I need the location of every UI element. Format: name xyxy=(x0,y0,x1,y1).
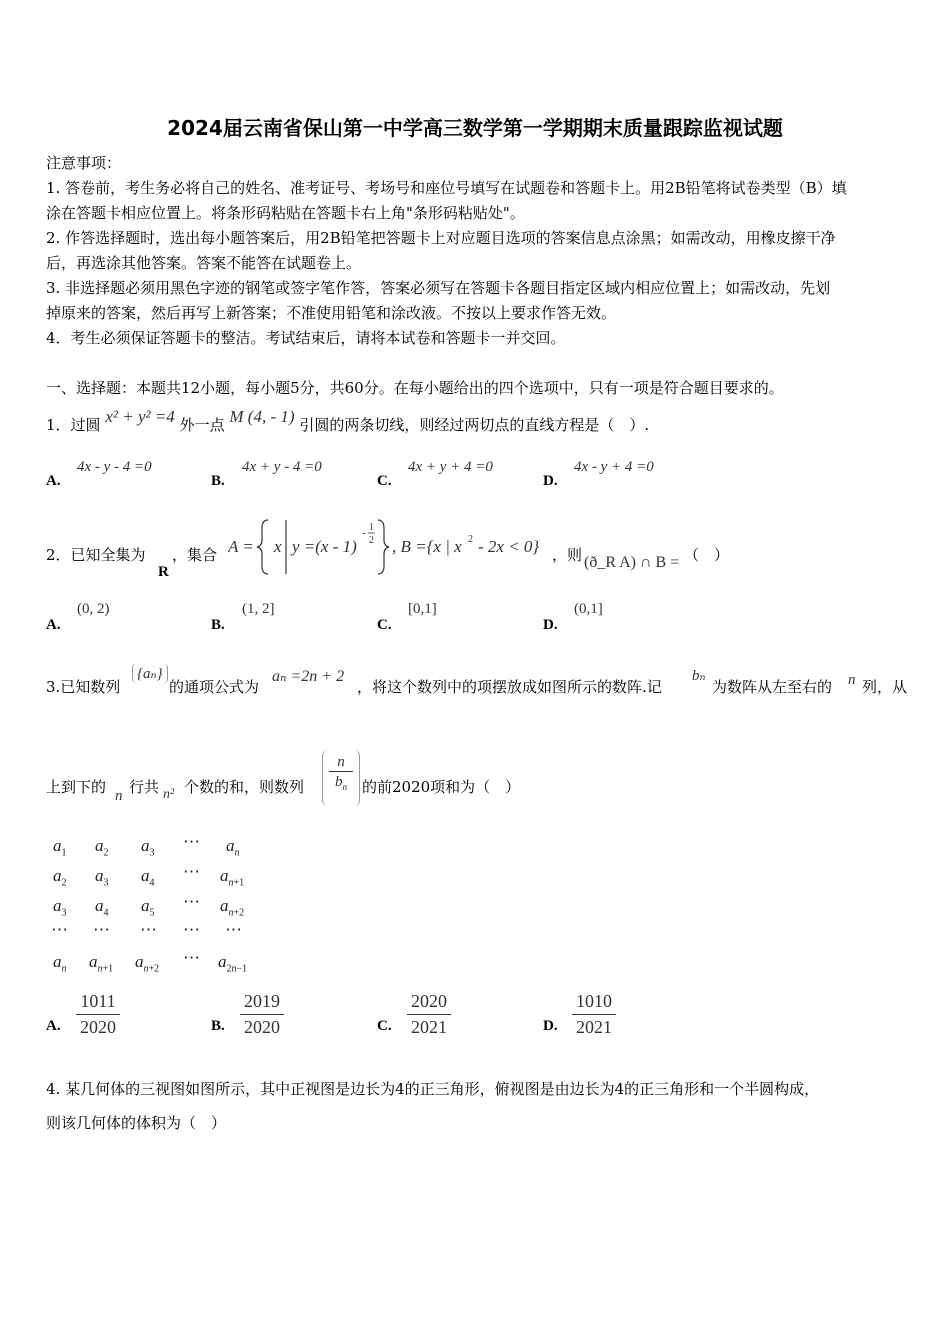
notice-line: 3. 非选择题必须用黑色字迹的钢笔或签字笔作答，答案必须写在答题卡各题目指定区域内相应位置上；如需改动，先划 xyxy=(46,279,831,297)
option-a[interactable]: 4x - y - 4 =0 xyxy=(77,459,152,475)
section-heading: 一、选择题：本题共12小题，每小题5分，共60分。在每小题给出的四个选项中，只有一项是符合题目要求的。 xyxy=(46,379,784,397)
svg-text:-: - xyxy=(362,527,366,539)
option-label: A. xyxy=(46,617,61,633)
option-b[interactable]: (1, 2] xyxy=(242,601,275,617)
question-1 xyxy=(46,406,650,434)
svg-text:, B ={x | x: , B ={x | x xyxy=(392,537,462,556)
q3-text: 行共 xyxy=(129,778,160,796)
notice-line: 涂在答题卡相应位置上。将条形码粘贴在答题卡右上角"条形码粘贴处"。 xyxy=(46,204,525,222)
svg-text:y =(x - 1): y =(x - 1) xyxy=(292,537,357,556)
option-a[interactable]: $\frac{1011}{2020}$ xyxy=(76,991,120,1038)
q2-text: 2．已知全集为 xyxy=(46,546,146,564)
option-c[interactable]: $\frac{2020}{2021}$ xyxy=(407,991,451,1038)
notice-line: 后，再选涂其他答案。答案不能答在试题卷上。 xyxy=(46,254,362,272)
q3-text: 个数的和，则数列 xyxy=(184,778,305,796)
option-label: C. xyxy=(377,473,392,489)
q3-bn: bₙ xyxy=(692,668,706,684)
svg-text:x: x xyxy=(274,537,282,556)
q2-universal-set: R xyxy=(158,564,169,580)
q2-sets xyxy=(228,516,550,578)
svg-text:2: 2 xyxy=(369,535,374,546)
q1-text: 1．过圆 xyxy=(46,416,101,434)
q2-text: ，集合 xyxy=(172,546,218,564)
q3-text: 3.已知数列 xyxy=(46,678,121,696)
question-4: 则该几何体的体积为（ ） xyxy=(46,1114,227,1132)
notice-line: 掉原来的答案，然后再写上新答案；不准使用铅笔和涂改液。不按以上要求作答无效。 xyxy=(46,304,617,322)
q1-point: M (4, - 1) xyxy=(229,407,295,426)
q3-sequence: {aₙ} xyxy=(132,664,168,683)
q3-general-term: aₙ =2n + 2 xyxy=(272,668,345,685)
q1-text: 引圆的两条切线，则经过两切点的直线方程是（ ）. xyxy=(299,416,650,434)
svg-text:2: 2 xyxy=(468,534,473,545)
q2-text: ，则 xyxy=(552,546,583,564)
option-label: D. xyxy=(543,473,558,489)
q3-n-squared: n² xyxy=(163,787,175,802)
q3-ratio-sequence: n $b_n$ xyxy=(322,750,360,806)
q2-text: （ ） xyxy=(684,546,730,564)
option-label: D. xyxy=(543,1018,558,1034)
option-b[interactable]: 4x + y - 4 =0 xyxy=(242,459,322,475)
question-4: 4. 某几何体的三视图如图所示，其中正视图是边长为4的正三角形，俯视图是由边长为4的正三角形和一个半圆构成， xyxy=(46,1080,820,1098)
option-c[interactable]: [0,1] xyxy=(408,601,437,617)
notice-heading: 注意事项： xyxy=(46,154,122,172)
notice-line: 1. 答卷前，考生务必将自己的姓名、准考证号、考场号和座位号填写在试题卷和答题卡上。用2B铅笔将试卷类型（B）填 xyxy=(46,179,847,197)
option-label: C. xyxy=(377,1018,392,1034)
option-label: B. xyxy=(211,1018,225,1034)
q3-text: 为数阵从左至右的 xyxy=(712,678,833,696)
svg-text:A =: A = xyxy=(228,537,254,556)
q1-text: 外一点 xyxy=(179,416,225,434)
exam-page: 2024届云南省保山第一中学高三数学第一学期期末质量跟踪监视试题 注意事项： 1. 答卷前，考生务必将自己的姓名、准考证号、考场号和座位号填写在试题卷和答题卡上。用2B铅笔将试卷类型（B）填 涂在答题卡相应位置上。将条形码粘贴在答题卡右上角"条形码粘贴处"。 2. 作答选择题时，选出每小题答案后，用2B铅笔把答题卡上对应题目选项的答案信息点涂黑；如需改动，用橡皮擦干净 后，再选涂其他答案。答案不能答在试题卷上。 3. 非选择题必须用黑色字迹的钢笔或签字笔作答，答案必须写在答题卡各题目指定区域内相应位置上；如需改动，先划 掉原来的答案，然后再写上新答案；不准使用铅笔和涂改液。不按以上要求作答无效。 4．考生必须保证答题卡的整洁。考试结束后，请将本试卷和答题卡一并交回。 一、选择题：本题共12小题，每小题5分，共60分。在每小题给出的四个选项中，只有一项是符合题目要求的。 1．过圆 x² + y² =4 外一点 M (4, - 1) 引圆的两条切线，则经过两切点的直线方程是（ ）. A. 4x - y - 4 =0 B. 4x + y - 4 =0 C. 4x + y + 4 =0 D. 4x - y + 4 =0 2．已知全集为 R ，集合 A = x y =(x - 1) - 1 2 , B ={x | x 2 - 2x < 0} ，则 (ð_R A) ∩ B = （ ） A. (0, 2) B. (1, 2] C. [0,1] D. (0,1] 3.已知数列 {aₙ} 的通项公式为 aₙ =2n + 2 ，将这个数列中的项摆放成如图所示的数阵.记 bₙ 为数阵从左至右的 n 列，从 上到下的 n 行共 n² 个数的和，则数列 n $b_n$ 的前2020项和为（ ） $a_1$ $a_2$ $a_3$ ⋯ $a_n$ $a_2$ $a_3$ $a_4$ ⋯ $a_{n+1}$ $a_3$ $a_4$ $a_5$ ⋯ $a_{n+2}$ ⋯ ⋯ ⋯ ⋯ ⋯ $a_n$ $a_{n+1}$ $a_{n+2}$ ⋯ $a_{2n-1}$ A. $\frac{1011}{2020}$ B. $\frac{2019}{2020}$ C. $\frac{2020}{2021}$ D. $\frac{1010}{2021}$ 4. 某几何体的三视图如图所示，其中正视图是边长为4的正三角形，俯视图是由边长为4的正三角形和一个半圆构成， 则该几何体的体积为（ ） xyxy=(0,0,950,1344)
svg-text:- 2x < 0}: - 2x < 0} xyxy=(478,537,540,556)
q3-n: n xyxy=(115,788,123,804)
option-a[interactable]: (0, 2) xyxy=(77,601,110,617)
option-d[interactable]: 4x - y + 4 =0 xyxy=(574,459,654,475)
q2-sets-formula xyxy=(228,516,550,578)
q1-circle-equation: x² + y² =4 xyxy=(105,407,175,426)
option-label: A. xyxy=(46,473,61,489)
svg-text:1: 1 xyxy=(369,522,374,533)
q3-text: ，将这个数列中的项摆放成如图所示的数阵.记 xyxy=(357,678,662,696)
option-d[interactable]: $\frac{1010}{2021}$ xyxy=(572,991,616,1038)
option-label: A. xyxy=(46,1018,61,1034)
option-label: B. xyxy=(211,617,225,633)
q2-expression: (ð_R A) ∩ B = xyxy=(584,554,680,571)
page-title: 2024届云南省保山第一中学高三数学第一学期期末质量跟踪监视试题 xyxy=(167,116,783,140)
option-d[interactable]: (0,1] xyxy=(574,601,603,617)
option-c[interactable]: 4x + y + 4 =0 xyxy=(408,459,493,475)
q3-text: 上到下的 xyxy=(46,778,107,796)
q3-text: 列，从 xyxy=(862,678,908,696)
option-label: B. xyxy=(211,473,225,489)
notice-line: 4．考生必须保证答题卡的整洁。考试结束后，请将本试卷和答题卡一并交回。 xyxy=(46,329,566,347)
option-label: C. xyxy=(377,617,392,633)
q3-text: 的通项公式为 xyxy=(169,678,260,696)
option-label: D. xyxy=(543,617,558,633)
q3-text: 的前2020项和为（ ） xyxy=(362,778,521,796)
notice-line: 2. 作答选择题时，选出每小题答案后，用2B铅笔把答题卡上对应题目选项的答案信息点涂黑；如需改动，用橡皮擦干净 xyxy=(46,229,836,247)
q3-n: n xyxy=(848,672,856,688)
option-b[interactable]: $\frac{2019}{2020}$ xyxy=(240,991,284,1038)
